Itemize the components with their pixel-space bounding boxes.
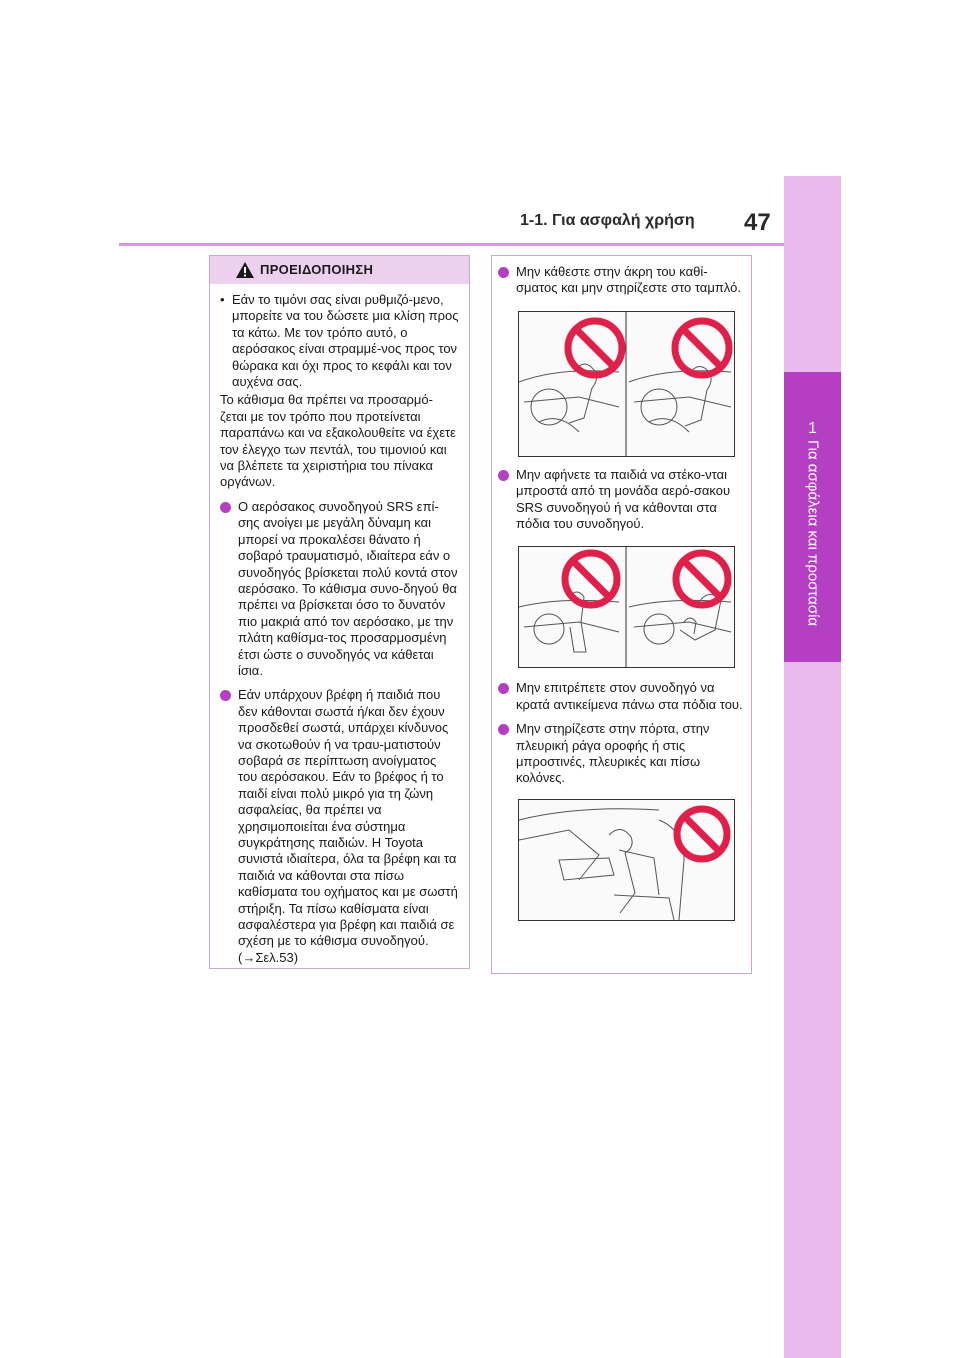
list-item — [220, 687, 459, 966]
bullet-text: Μην κάθεστε στην άκρη του καθί-σματος και μην στηρίζεστε στο ταμπλό. — [516, 264, 741, 296]
warning-dash-text: Εάν το τιμόνι σας είναι ρυθμιζό-μενο, μπορείτε να του δώσετε μια κλίση προς τα κάτω. Με τον τρόπο αυτό, ο αερόσακος είναι στραμμέ-νος προς τον θώρακα και όχι προς το κεφάλι και τον αυχένα σας. — [232, 292, 459, 390]
section-title: 1-1. Για ασφαλή χρήση — [520, 212, 695, 229]
prohibited-icon — [565, 553, 617, 605]
list-item — [220, 499, 459, 679]
bullet-text: Μην στηρίζεστε στην πόρτα, στην πλευρική ράγα οροφής ή στις μπροστινές, πλευρικές και πίσω κολόνες. — [516, 721, 710, 786]
list-item — [498, 467, 745, 533]
prohibited-icon — [568, 321, 622, 375]
warning-paragraph: Το κάθισμα θα πρέπει να προσαρμό-ζεται με τον τρόπο που προτείνεται παραπάνω και να εξακολουθείτε να έχετε τον έλεγχο των πεντάλ, του τιμονιού και να βλέπετε τα χειριστήρια του πίνακα οργάνων. — [220, 392, 456, 490]
warning-dash-item: • Εάν το τιμόνι σας είναι ρυθμιζό-μενο, μπορείτε να του δώσετε μια κλίση προς τα κάτω. Με τον τρόπο αυτό, ο αερόσακος είναι στραμμέ-νος προς τον θώρακα και όχι προς το κεφάλι και τον αυχένα σας. — [220, 292, 459, 390]
warning-header — [210, 256, 469, 284]
bullet-text: Ο αερόσακος συνοδηγού SRS επί-σης ανοίγει με μεγάλη δύναμη και μπορεί να προκαλέσει θάνατο ή σοβαρό τραυματισμό, ιδιαίτερα εάν ο συνοδηγός βρίσκεται πολύ κοντά στον αερόσακο. Το κάθισμα συνο-δηγού θα πρέπει να βρίσκεται όσο το δυνατόν πιο μακριά από τον αερόσακο, με την πλάτη καθίσμα-τος προσαρμοσμένη έτσι ώστε ο συνοδηγός να κάθεται ίσια. — [238, 498, 458, 678]
page-number: 47 — [744, 209, 771, 236]
warning-triangle-icon — [235, 261, 255, 279]
list-item — [498, 264, 745, 297]
chapter-number: 1 — [808, 420, 817, 437]
bullet-text: Εάν υπάρχουν βρέφη ή παιδιά που δεν κάθονται σωστά ή/και δεν έχουν προσδεθεί σωστά, υπάρχει κίνδυνος να σκοτωθούν ή να τραυ-ματιστούν σοβαρά σε περίπτωση ανοίγματος του αερόσακου. Εάν το βρέφος ή το παιδί είναι πολύ μικρό για τη ζώνη ασφαλείας, θα πρέπει να χρησιμοποιείται ένα σύστημα συγκράτησης παιδιών. Η Toyota συνιστά ιδιαίτερα, όλα τα βρέφη και τα παιδιά να κάθονται στα πίσω καθίσματα του οχήματος και με σωστή στήριξη. Τα πίσω καθίσματα είναι ασφαλέστερα για βρέφη και παιδιά σε σχέση με το κάθισμα συνοδηγού. (→Σελ.53) — [238, 687, 458, 965]
illustration-leaning-dashboard — [518, 311, 735, 457]
bullet-dot-icon — [498, 470, 509, 481]
prohibited-icon — [677, 809, 727, 859]
warning-heading: ΠΡΟΕΙΔΟΠΟΙΗΣΗ — [260, 262, 374, 277]
chapter-title: Για ασφάλεια και προστασία — [804, 440, 822, 627]
bullet-text: Μην αφήνετε τα παιδιά να στέκο-νται μπροστά από τη μονάδα αερό-σακου SRS συνοδηγού ή να κάθονται στα πόδια του συνοδηγού. — [516, 466, 731, 532]
warning-box-right — [491, 255, 752, 974]
warning-box-left — [209, 255, 470, 969]
header-rule — [119, 243, 784, 246]
prohibited-icon — [676, 553, 728, 605]
illustration-children-front — [518, 546, 735, 668]
bullet-dot-icon — [220, 502, 231, 513]
bullet-dot-icon — [498, 683, 509, 694]
bullet-dot-icon — [220, 690, 231, 701]
illustration-leaning-door — [518, 799, 735, 921]
list-item — [498, 721, 745, 787]
bullet-dot-icon — [498, 724, 509, 735]
bullet-dot-icon — [498, 267, 509, 278]
bullet-text: Μην επιτρέπετε στον συνοδηγό να κρατά αντικείμενα πάνω στα πόδια του. — [516, 680, 743, 712]
side-tab-strip — [784, 176, 841, 1358]
chapter-title-vertical — [802, 440, 824, 650]
list-item — [498, 680, 745, 713]
